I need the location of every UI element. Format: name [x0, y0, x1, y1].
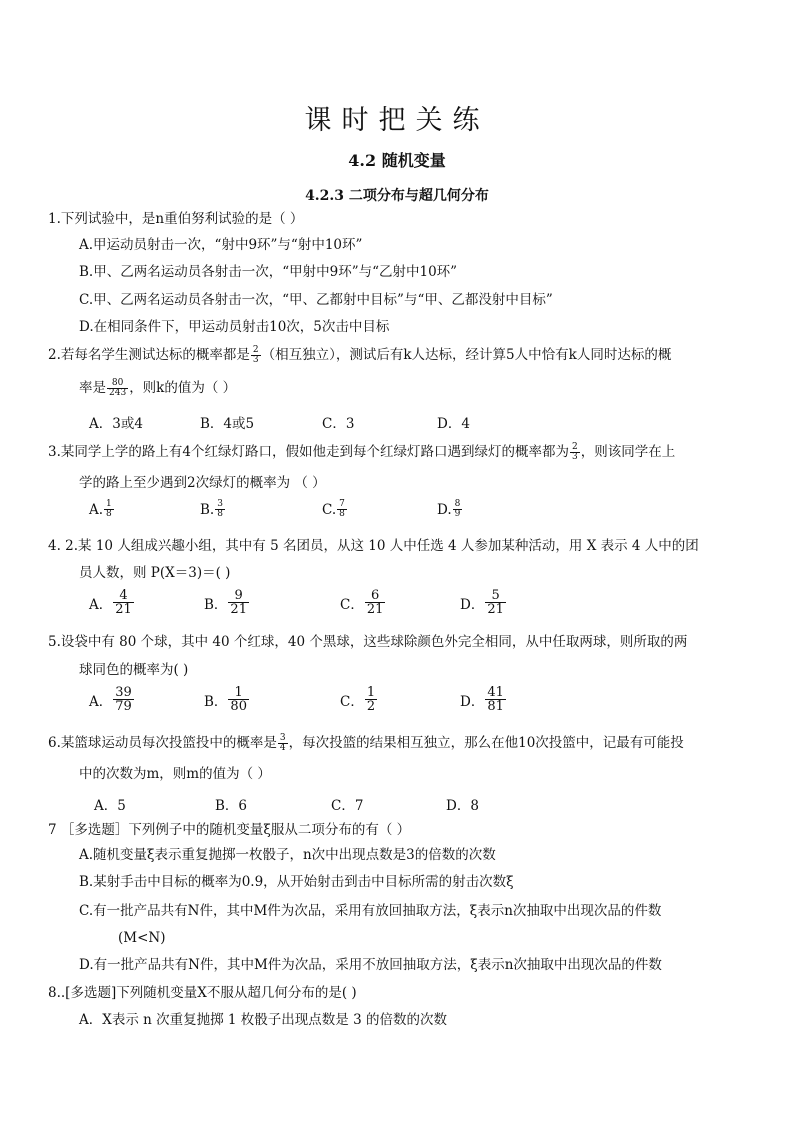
question-3-option-a: A. $\frac{1}{8}$	[89, 499, 112, 519]
question-3-option-d: D. $\frac{8}{9}$	[437, 499, 461, 519]
question-2-option-c: C．3	[322, 416, 355, 432]
question-2-option-d: D．4	[437, 416, 470, 432]
question-1-stem: 1.下列试验中，是n重伯努利试验的是（ ）	[48, 211, 304, 227]
question-7-option-d: D.有一批产品共有N件，其中M件为次品，采用不放回抽取方法，ξ表示n次抽取中出现次品的件数	[79, 957, 662, 973]
question-1-option-b: B.甲、乙两名运动员各射击一次，“甲射中9环”与“乙射中10环”	[79, 264, 458, 280]
question-8-stem: 8..[多选题]下列随机变量X不服从超几何分布的是( )	[48, 985, 357, 1001]
question-2-option-b: B．4或5	[200, 416, 255, 432]
question-2-option-a: A．3或4	[89, 416, 143, 432]
question-3-stem-line2: 学的路上至少遇到2次绿灯的概率为 （ ）	[79, 475, 326, 491]
question-2-stem-text-2: （相互独立），测试后有k人达标，经计算5人中恰有k人同时达标的概	[261, 347, 672, 363]
question-6-stem-line2: 中的次数为m，则m的值为（ ）	[79, 766, 271, 782]
question-2-stem-text: 2.若每名学生测试达标的概率都是	[48, 347, 250, 363]
question-5-option-b: B． $\frac{1}{80}$	[204, 685, 247, 714]
question-4-stem: 4. 2.某 10 人组成兴趣小组，其中有 5 名团员，从这 10 人中任选 4 人参加某种活动，用 X 表示 4 人中的团	[48, 538, 699, 554]
question-6-option-d: D．8	[446, 798, 479, 814]
fraction: $\frac{80}{243}$	[109, 378, 127, 398]
question-2-stem	[48, 346, 671, 365]
question-6-stem: 6.某篮球运动员每次投篮投中的概率是 $\frac{3}{4}$ ，每次投篮的结果相互独立，那么在他10次投篮中，记最有可能投	[48, 733, 684, 753]
question-7-option-a: A.随机变量ξ表示重复抛掷一枚骰子，n次中出现点数是3的倍数的次数	[79, 847, 496, 863]
question-6-options	[94, 794, 694, 814]
question-7-option-c-cont: (M<N)	[118, 930, 166, 946]
fraction: $\frac{2}{3}$	[252, 345, 259, 365]
question-5-option-d: D． $\frac{41}{81}$	[460, 685, 504, 714]
question-6-option-c: C．7	[331, 798, 364, 814]
question-7-option-c: C.有一批产品共有N件，其中M件为次品，采用有放回抽取方法，ξ表示n次抽取中出现次品的件数	[79, 903, 662, 919]
question-5-option-c: C． $\frac{1}{2}$	[340, 685, 376, 714]
question-8-option-a: A．X表示 n 次重复抛掷 1 枚骰子出现点数是 3 的倍数的次数	[79, 1012, 447, 1028]
question-3-option-c: C. $\frac{7}{8}$	[322, 499, 345, 519]
question-6-option-b: B．6	[215, 798, 248, 814]
question-5-options	[89, 686, 689, 722]
fraction: $\frac{3}{4}$	[279, 733, 286, 753]
page-title: 课时把关练	[304, 105, 490, 136]
question-5-option-a: A． $\frac{39}{79}$	[89, 685, 132, 714]
question-4-options	[89, 589, 689, 625]
question-3-option-b: B. $\frac{3}{8}$	[200, 499, 223, 519]
subsection-heading: 4.2.3 二项分布与超几何分布	[305, 188, 489, 204]
question-4-option-c: C． $\frac{6}{21}$	[340, 588, 384, 617]
question-1-option-d: D.在相同条件下，甲运动员射击10次，5次击中目标	[79, 319, 390, 335]
question-4-option-a: A． $\frac{4}{21}$	[89, 588, 132, 617]
question-3-options	[89, 500, 689, 526]
question-4-stem-line2: 员人数，则 P(X＝3)＝( )	[79, 565, 231, 581]
question-5-stem-line2: 球同色的概率为( )	[79, 662, 189, 678]
question-4-option-d: D． $\frac{5}{21}$	[460, 588, 504, 617]
question-7-stem: 7 ［多选题］下列例子中的随机变量ξ服从二项分布的有（ ）	[48, 822, 411, 838]
question-6-option-a: A．5	[94, 798, 126, 814]
question-1-option-a: A.甲运动员射击一次，“射中9环”与“射中10环”	[79, 237, 363, 253]
question-4-option-b: B． $\frac{9}{21}$	[204, 588, 247, 617]
section-heading: 4.2 随机变量	[348, 151, 446, 170]
question-7-option-b: B.某射手击中目标的概率为0.9，从开始射击到击中目标所需的射击次数ξ	[79, 874, 514, 890]
question-1-option-c: C.甲、乙两名运动员各射击一次，“甲、乙都射中目标”与“甲、乙都没射中目标”	[79, 292, 553, 308]
question-2-stem-line2: 率是 $\frac{80}{243}$ ，则k的值为（ ）	[79, 378, 237, 398]
question-5-stem: 5.设袋中有 80 个球，其中 40 个红球，40 个黑球，这些球除颜色外完全相同，从中任取两球，则所取的两	[48, 634, 688, 650]
question-2-options	[89, 412, 689, 432]
fraction: $\frac{2}{3}$	[571, 442, 578, 462]
question-3-stem: 3.某同学上学的路上有4个红绿灯路口，假如他走到每个红绿灯路口遇到绿灯的概率都为 $\frac{2}{3}$ ，则该同学在上	[48, 442, 676, 462]
